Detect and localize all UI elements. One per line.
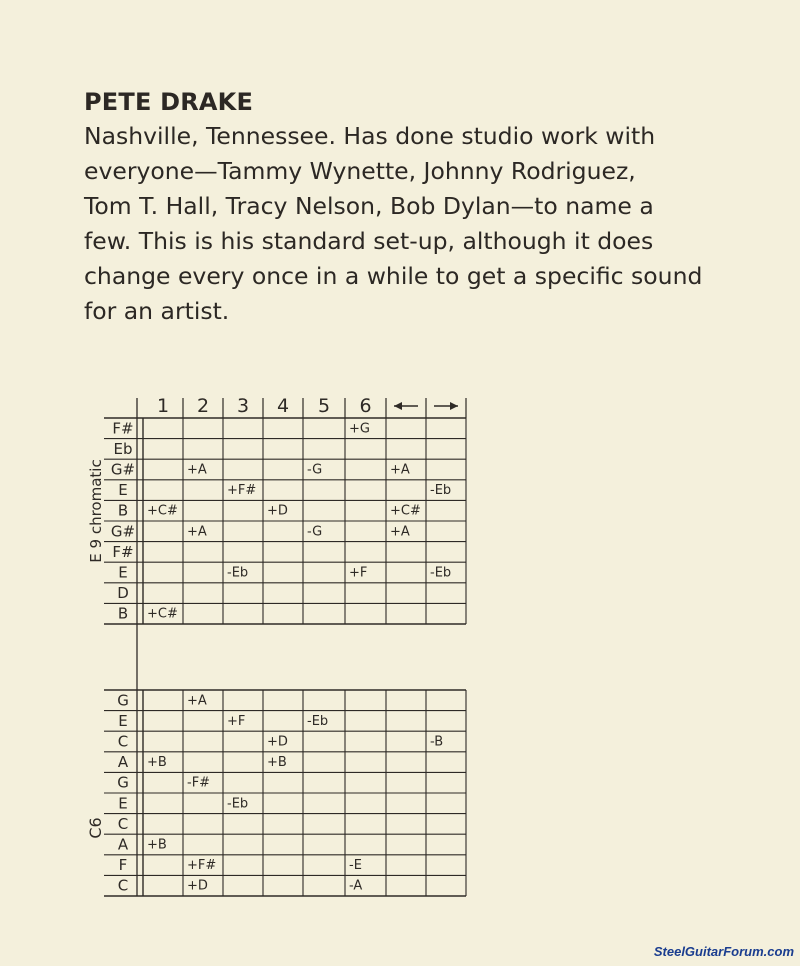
site-watermark: SteelGuitarForum.com	[653, 944, 794, 959]
pedal-change: +D	[267, 734, 288, 750]
pedal-change: -F#	[187, 775, 211, 791]
pedal-change: +D	[267, 503, 288, 519]
pedal-change: -Eb	[430, 483, 452, 499]
pedal-change: +C#	[147, 606, 178, 622]
bio-line-5: change every once in a while to get a specific sound	[84, 262, 703, 290]
column-header-label: 4	[276, 395, 290, 417]
string-note: E	[118, 794, 128, 813]
pedal-change: +D	[187, 878, 208, 894]
bio-line-6: for an artist.	[84, 297, 230, 325]
pedal-change: -Eb	[430, 565, 452, 581]
string-note: B	[117, 604, 129, 623]
bio-line-1: Nashville, Tennessee. Has done studio work with	[84, 122, 656, 150]
string-note: F	[118, 856, 128, 875]
bio-line-4: few. This is his standard set-up, although it does	[84, 227, 654, 255]
pedal-change: +C#	[147, 503, 178, 519]
pedal-change: +F#	[227, 483, 257, 499]
string-note: C	[117, 876, 129, 895]
string-note: A	[117, 753, 129, 772]
string-note: E	[118, 563, 128, 582]
pedal-change: +F#	[187, 858, 217, 874]
string-note: G#	[110, 460, 136, 479]
bio-line-2: everyone—Tammy Wynette, Johnny Rodriguez,	[84, 157, 636, 185]
pedal-change: +F	[227, 713, 246, 729]
string-note: E	[118, 481, 128, 500]
string-note: F#	[112, 542, 134, 561]
pedal-change: +G	[349, 421, 370, 437]
string-note: D	[117, 584, 129, 603]
column-header-label: 6	[359, 395, 372, 417]
bio-line-3: Tom T. Hall, Tracy Nelson, Bob Dylan—to name a	[84, 192, 654, 220]
column-header-label: 5	[317, 395, 331, 417]
string-note: F#	[112, 419, 134, 438]
page-title: PETE DRAKE	[84, 88, 254, 116]
string-note: C	[117, 814, 129, 833]
column-header-label: →	[445, 406, 447, 407]
string-note: G	[117, 691, 129, 710]
pedal-change: +B	[147, 755, 167, 771]
column-header-label: 3	[236, 395, 250, 417]
pedal-change: +A	[187, 693, 207, 709]
pedal-change: +C#	[390, 503, 421, 519]
pedal-change: -G	[307, 462, 323, 478]
pedal-change: +B	[267, 755, 287, 771]
arrow-right-icon	[450, 402, 458, 410]
pedal-change: +A	[187, 462, 207, 478]
string-note: G	[117, 773, 129, 792]
pedal-change: -Eb	[227, 796, 249, 812]
pedal-change: -E	[349, 858, 362, 874]
neck-label: C6	[86, 817, 105, 839]
string-note: G#	[110, 522, 136, 541]
column-header-label: ←	[405, 406, 407, 407]
pedal-change: +A	[390, 462, 410, 478]
string-note: Eb	[113, 439, 133, 458]
neck-label: E 9 chromatic	[87, 459, 105, 563]
pedal-change: -A	[349, 878, 363, 894]
pedal-change: +B	[147, 837, 167, 853]
string-note: A	[117, 835, 129, 854]
pedal-change: +F	[349, 565, 368, 581]
column-header-label: 1	[156, 395, 170, 417]
pedal-change: +A	[187, 524, 207, 540]
string-note: B	[117, 501, 129, 520]
string-note: E	[118, 711, 128, 730]
pedal-change: -Eb	[307, 713, 329, 729]
pedal-change: -Eb	[227, 565, 249, 581]
arrow-left-icon	[394, 402, 402, 410]
column-header-label: 2	[196, 395, 210, 417]
pedal-change: -G	[307, 524, 323, 540]
pedal-change: -B	[430, 734, 444, 750]
string-note: C	[117, 732, 129, 751]
pedal-change: +A	[390, 524, 410, 540]
